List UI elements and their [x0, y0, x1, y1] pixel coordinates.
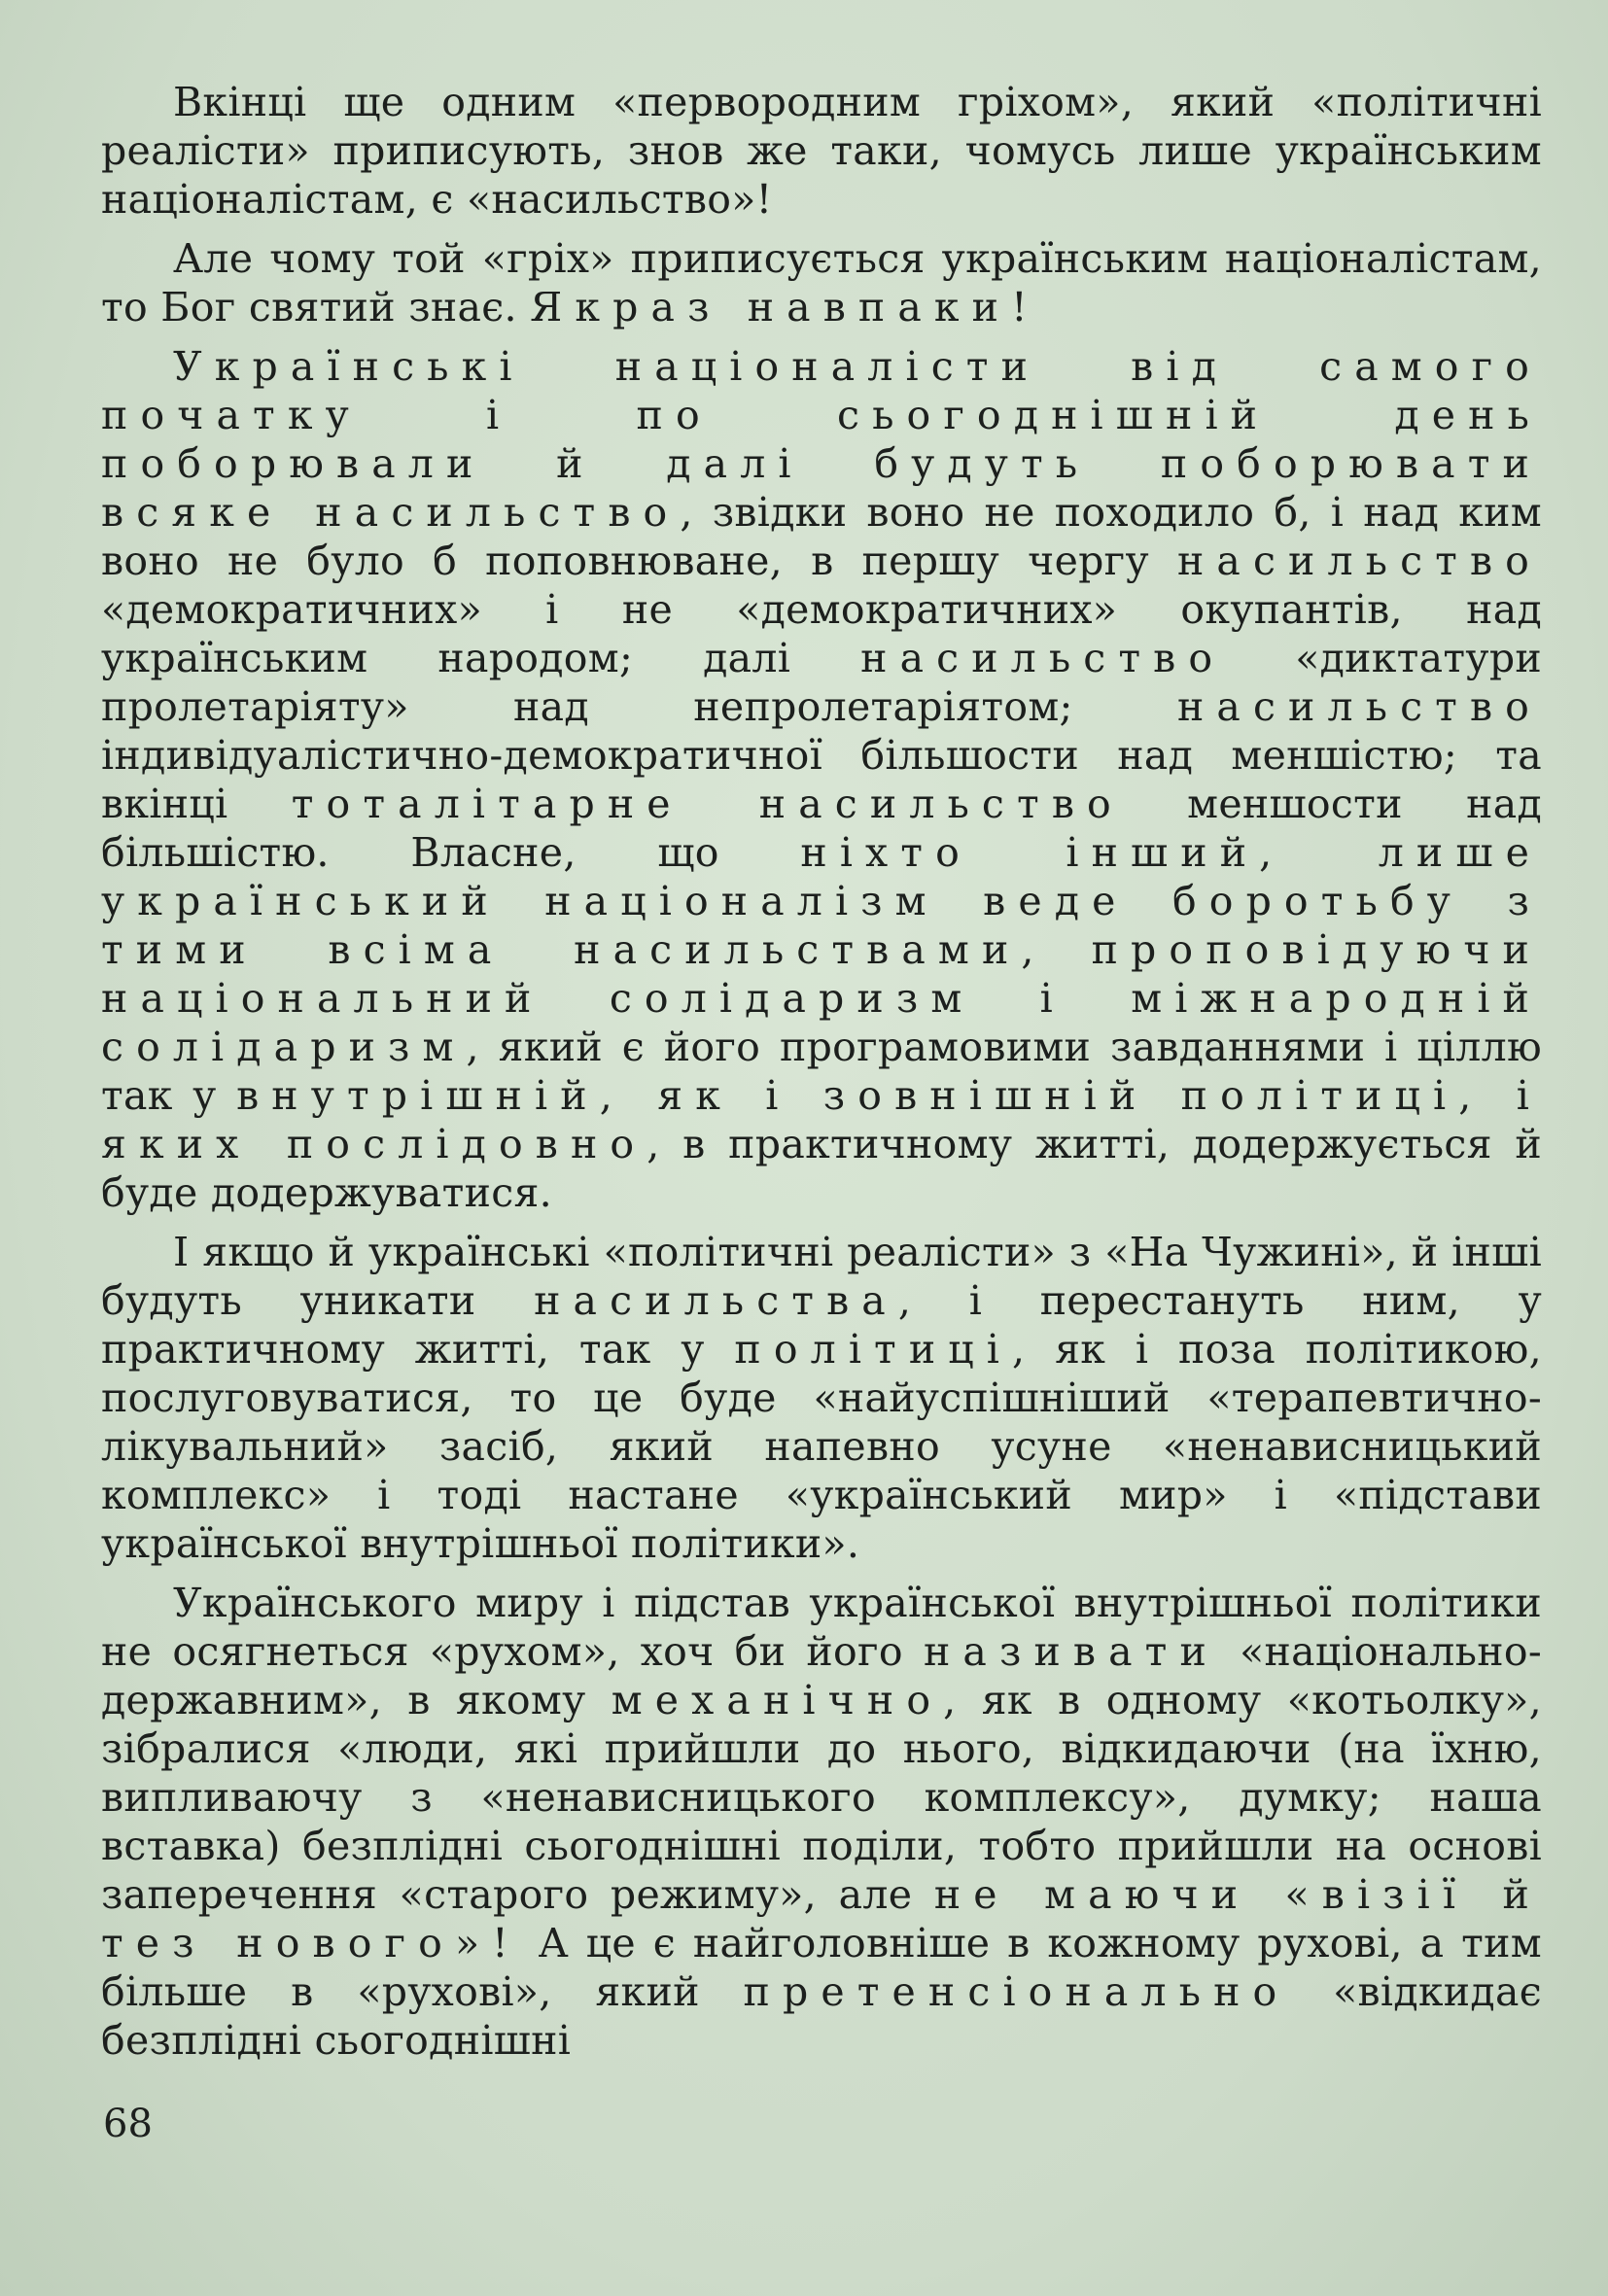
spaced-emphasis: насильство [1176, 538, 1542, 584]
spaced-emphasis: Якраз навпаки! [530, 284, 1040, 330]
text-run: , який є його програмовими завданнями і ціллю так у [101, 1024, 1542, 1119]
spaced-emphasis: Українські націоналісти від самого початку і по сьогоднішній день поборювали й далі будуть поборювати всяке насильство [101, 343, 1542, 536]
text-run: Українського миру і підстав української внутрішньої політики не осягнеться «рухом», хоч би його [101, 1580, 1542, 1675]
text-run: меншости над більшістю. Власне, що [101, 781, 1542, 876]
text-run: , і перестануть ним, у практичному житті, так у [101, 1277, 1542, 1373]
spaced-emphasis: не маючи «візії й тез нового»! [101, 1871, 1542, 1966]
text-run: , як в одному «котьолку», зібралися «люди, які прийшли до нього, відкидаючи (на їхню, випливаючу з «ненависницького комплексу», думку; наша вставка) безплідні сьогоднішні поділи, тобто прийшли на основі заперечення «старого режиму», але [101, 1677, 1542, 1918]
paragraph-2 [101, 234, 1542, 331]
text-run: «національно-державним», в якому [101, 1628, 1542, 1723]
spaced-emphasis: насильства [534, 1277, 898, 1324]
text-run: «диктатури пролетаріяту» над непролетаріятом; [101, 635, 1542, 730]
spaced-emphasis: механічно [611, 1677, 944, 1723]
text-run: , в практичному житті, додержується й буде додержуватися. [101, 1121, 1542, 1216]
page-number: 68 [103, 2102, 153, 2146]
text-run: І якщо й українські «політичні реалісти» з «На Чужині», й інші будуть уникати [101, 1229, 1542, 1324]
paragraph-5 [101, 1579, 1542, 2065]
text-run: Вкінці ще одним «первородним гріхом», який «політичні реалісти» приписують, знов же таки, чомусь лише українським націоналістам, є «насильство»! [101, 79, 1542, 223]
spaced-emphasis: політиці [734, 1326, 1013, 1373]
text-run: «відкидає безплідні сьогоднішні [101, 1968, 1542, 2064]
text-run: А це є найголовніше в кожному рухові, а тим більше в «рухові», який [101, 1920, 1542, 2015]
paragraph-3 [101, 342, 1542, 1217]
spaced-emphasis: насильство [860, 635, 1226, 681]
spaced-emphasis: ніхто інший, лише український націоналізм веде боротьбу з тими всіма насильствами [101, 829, 1542, 973]
paragraph-4 [101, 1228, 1542, 1568]
spaced-emphasis: називати [923, 1628, 1219, 1675]
body-text [101, 78, 1542, 2065]
text-run: індивідуалістично-демократичної більшости над меншістю; та вкінці [101, 732, 1542, 827]
spaced-emphasis: тоталітарне насильство [291, 781, 1124, 827]
spaced-emphasis: проповідуючи національний солідаризм і міжнародній солідаризм [101, 926, 1542, 1070]
text-run: , [1021, 926, 1092, 973]
spaced-emphasis: насильство [1176, 683, 1542, 730]
text-run: , звідки воно не походило б, і над ким воно не було б поповнюване, в першу чергу [101, 489, 1542, 584]
spaced-emphasis: внутрішній, як і зовнішній політиці, і яких послідовно [101, 1072, 1542, 1167]
paragraph-1 [101, 78, 1542, 224]
text-run: «демократичних» і не «демократичних» окупантів, над українським народом; далі [101, 586, 1542, 681]
spaced-emphasis: претенсіонально [743, 1968, 1290, 2015]
text-run: Але чому той «гріх» приписується українським націоналістам, то Бог святий знає. [101, 235, 1542, 330]
text-run: , як і поза політикою, послуговуватися, то це буде «найуспішніший «терапевтично-лікувальний» засіб, який напевно усуне «ненависницький комплекс» і тоді настане «український мир» і «підстави української внутрішньої політики». [101, 1326, 1542, 1567]
